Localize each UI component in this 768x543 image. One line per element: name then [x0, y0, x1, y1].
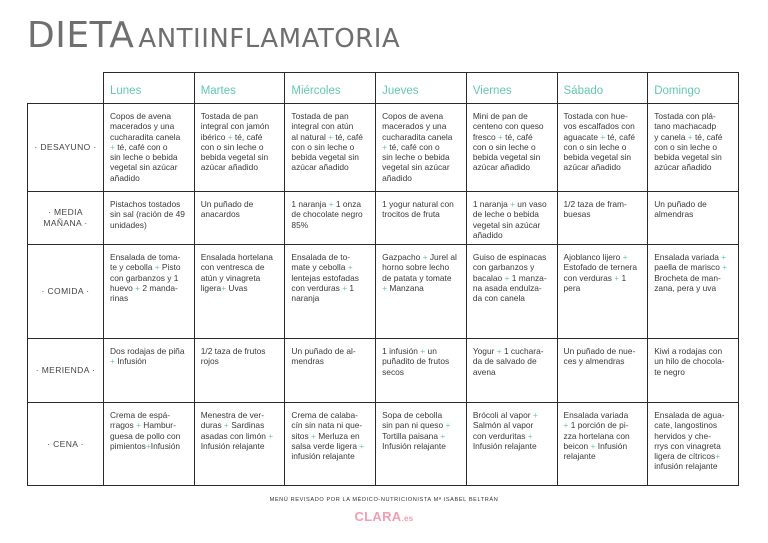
menu-line: Un puñado de	[200, 199, 254, 209]
menu-line: con garbanzos y	[472, 262, 535, 273]
menu-line: sin leche o bebida	[382, 152, 450, 162]
day-header: Viernes	[466, 73, 557, 104]
menu-line: almendras	[654, 209, 694, 220]
day-header: Jueves	[376, 73, 467, 104]
menu-line: integral con atún	[291, 121, 354, 132]
menu-cell	[194, 104, 285, 192]
menu-cell	[285, 192, 376, 245]
menu-line: azúcar añadido	[200, 162, 258, 173]
menu-line: Un puñado de	[654, 199, 707, 209]
plus-sign: +	[268, 430, 274, 441]
menu-line: Mini de pan de	[472, 111, 528, 121]
menu-line: con verduras + 1	[291, 282, 355, 293]
menu-line: salsa verde ligera +	[291, 440, 365, 451]
corner-cell	[28, 73, 104, 104]
menu-line: unidades)	[110, 219, 147, 230]
plus-sign: +	[614, 272, 620, 283]
footer-credit: MENÚ REVISADO POR LA MÉDICO-NUTRICIONISTA Mª ISABEL BELTRÁN	[269, 497, 499, 503]
menu-cell	[557, 403, 648, 486]
menu-line: lentejas estofadas	[291, 272, 359, 283]
plus-sign: +	[382, 141, 388, 152]
menu-line: anacardos	[200, 209, 240, 220]
menu-line: + Manzana	[382, 282, 424, 293]
title-sub: ANTIINFLAMATORIA	[138, 24, 401, 54]
menu-line: 1 naranja + un vaso	[472, 199, 547, 209]
page-title	[27, 15, 401, 56]
menu-line: vegetal sin azúcar	[382, 162, 450, 173]
meal-label	[28, 339, 104, 403]
menu-cell	[376, 104, 467, 192]
menu-line: añadido	[472, 229, 503, 240]
menu-line: infusión relajante	[654, 461, 718, 472]
menu-cell	[104, 245, 195, 339]
menu-line: Ensalada variada	[563, 410, 629, 420]
plus-sign: +	[154, 262, 160, 273]
menu-line: con o sin leche o	[291, 141, 355, 152]
meal-label-line: · COMIDA ·	[41, 286, 90, 297]
plus-sign: +	[440, 430, 446, 441]
menu-line: rojos	[200, 356, 219, 367]
menu-line: añadido	[382, 172, 412, 183]
menu-cell	[376, 339, 467, 403]
plus-sign: +	[721, 252, 727, 262]
plus-sign: +	[347, 262, 353, 273]
menu-cell	[285, 104, 376, 192]
menu-line: vos escalfados con	[563, 121, 635, 132]
plus-sign: +	[110, 356, 115, 367]
plus-sign: +	[722, 262, 728, 273]
menu-line: azúcar añadido	[472, 162, 531, 173]
menu-cell	[466, 245, 557, 339]
menu-cell	[104, 104, 195, 192]
meal-label-line: · DESAYUNO ·	[34, 142, 97, 153]
menu-line: te negro	[654, 366, 685, 377]
menu-line: macerados y una	[382, 121, 447, 132]
menu-line: con ventresca de	[200, 262, 265, 273]
menu-line: atún y vinagreta	[200, 272, 261, 283]
menu-line: sin pan ni queso +	[382, 420, 451, 431]
plus-sign: +	[145, 440, 151, 451]
menu-line: ces y almendras	[563, 356, 625, 367]
menu-line: te y cebolla + Pisto	[110, 262, 181, 273]
menu-line: Un puñado de al-	[291, 346, 356, 356]
menu-line: 1 yogur natural con	[382, 199, 454, 209]
menu-line: cate, langostinos	[654, 420, 718, 431]
plus-sign: +	[310, 430, 316, 441]
menu-line: de leche o bebida	[472, 209, 539, 220]
plus-sign: +	[687, 131, 693, 142]
plus-sign: +	[420, 346, 426, 356]
menu-cell	[194, 245, 285, 339]
menu-line: rinas	[110, 293, 129, 303]
plus-sign: +	[328, 199, 334, 209]
menu-line: hervidos y che-	[654, 430, 712, 441]
menu-cell	[285, 245, 376, 339]
menu-line: na asada endulza-	[472, 282, 542, 293]
menu-line: Crema de espá-	[110, 410, 171, 420]
meal-label-line: MAÑANA ·	[43, 218, 88, 228]
menu-line: Ajoblanco lijero +	[563, 252, 628, 262]
plus-sign: +	[342, 282, 348, 293]
menu-cell	[648, 339, 739, 403]
menu-line: Tostada de pan	[200, 111, 258, 121]
menu-line: con o sin leche o	[200, 141, 264, 152]
menu-cell	[194, 339, 285, 403]
menu-line: fresco + té, café	[472, 131, 533, 142]
plus-sign: +	[510, 199, 515, 209]
menu-cell	[557, 245, 648, 339]
plus-sign: +	[223, 420, 229, 431]
meal-label	[28, 245, 104, 339]
menu-cell	[376, 245, 467, 339]
menu-line: Menestra de ver-	[200, 410, 265, 420]
menu-line: rragos + Hambur-	[110, 420, 176, 431]
clara-logo	[0, 509, 768, 524]
menu-line: Infusión relajante	[472, 440, 537, 451]
menu-line: 1 infusión + un	[382, 346, 437, 356]
plus-sign: +	[227, 131, 233, 142]
menu-cell	[557, 192, 648, 245]
menu-line: guesa de pollo con	[110, 430, 181, 441]
menu-cell	[466, 339, 557, 403]
menu-line: añadido	[110, 172, 140, 183]
menu-line: Tostada con hue-	[563, 111, 628, 121]
logo-suffix: .es	[401, 514, 414, 523]
menu-line: Kiwi a rodajas con	[654, 346, 723, 356]
menu-line: ibérico + té, café	[200, 131, 263, 142]
menu-line: Copos de avena	[382, 111, 444, 121]
menu-cell	[648, 403, 739, 486]
menu-line: avena	[472, 366, 496, 377]
menu-cell	[104, 339, 195, 403]
meal-label-line: · MERIENDA ·	[35, 365, 96, 376]
menu-line: con verduras + 1	[563, 272, 627, 283]
menu-line: + té, café con o	[382, 141, 440, 152]
menu-line: Tostada de pan	[291, 111, 349, 121]
menu-cell	[285, 339, 376, 403]
plus-sign: +	[445, 420, 451, 431]
menu-line: relajante	[563, 451, 596, 461]
menu-line: Crema de calaba-	[291, 410, 358, 420]
menu-line: azúcar añadido	[654, 162, 712, 173]
menu-line: bebida vegetal sin	[563, 152, 632, 162]
menu-cell	[557, 104, 648, 192]
menu-cell	[466, 192, 557, 245]
meal-row	[28, 339, 739, 403]
menu-line: bebida vegetal sin	[654, 152, 722, 162]
menu-line: Tostada con plá-	[654, 111, 716, 121]
menu-line: Infusión relajante	[200, 440, 265, 451]
menu-line: Dos rodajas de piña	[110, 346, 185, 356]
menu-line: macerados y una	[110, 121, 175, 132]
menu-cell	[557, 339, 648, 403]
menu-line: con garbanzos y 1	[110, 272, 179, 283]
menu-line: un hilo de chocola-	[654, 356, 725, 367]
menu-line: Sopa de cebolla	[382, 410, 443, 420]
menu-line: cucharadita canela	[382, 131, 453, 142]
plus-sign: +	[328, 131, 334, 142]
menu-line: aguacate + té, café	[563, 131, 636, 142]
plus-sign: +	[110, 141, 115, 152]
menu-line: rrys con vinagreta	[654, 440, 721, 451]
meal-label-line: · MEDIA	[48, 207, 83, 218]
meal-row	[28, 104, 739, 192]
menu-line: zana, pera y uva	[654, 282, 717, 293]
menu-body	[28, 104, 739, 486]
menu-line: Yogur + 1 cuchara-	[472, 346, 544, 356]
menu-line: y canela + té, café	[654, 131, 723, 142]
plus-sign: +	[422, 252, 428, 262]
plus-sign: +	[622, 252, 628, 262]
menu-line: sin leche o bebida	[110, 152, 178, 162]
menu-cell	[466, 104, 557, 192]
menu-line: vegetal sin azúcar	[110, 162, 178, 173]
plus-sign: +	[590, 440, 596, 451]
menu-line: + Infusión	[110, 356, 147, 367]
menu-line: al natural + té, café	[291, 131, 363, 142]
menu-line: bebida vegetal sin	[472, 152, 541, 162]
menu-line: Ensalada variada +	[654, 252, 727, 262]
menu-line: buesas	[563, 209, 591, 220]
plus-sign: +	[527, 430, 533, 441]
plus-sign: +	[600, 131, 606, 142]
meal-label	[28, 192, 104, 245]
plus-sign: +	[532, 410, 538, 420]
menu-line: Estofado de ternera	[563, 262, 638, 273]
menu-line: con verduritas +	[472, 430, 533, 441]
menu-line: bebida vegetal sin	[291, 152, 359, 162]
menu-line: con o sin leche o	[654, 141, 718, 152]
day-header: Martes	[194, 73, 285, 104]
menu-cell	[194, 403, 285, 486]
menu-line: 1/2 taza de frutos	[200, 346, 266, 356]
menu-line: huevo + 2 manda-	[110, 282, 178, 293]
menu-line: vegetal sin azúcar	[472, 219, 541, 230]
day-header: Lunes	[104, 73, 195, 104]
menu-line: Brócoli al vapor +	[472, 410, 538, 420]
menu-line: sitos + Merluza en	[291, 430, 360, 441]
menu-line: Ensalada hortelana	[200, 252, 273, 262]
menu-line: da de salvado de	[472, 356, 537, 367]
plus-sign: +	[504, 272, 510, 283]
meal-label-line: · CENA ·	[47, 438, 84, 449]
menu-line: da con canela	[472, 293, 525, 303]
menu-line: de patata y tomate	[382, 272, 452, 283]
menu-line: Ensalada de toma-	[110, 252, 181, 262]
meal-label	[28, 403, 104, 486]
menu-line: pimientos+Infusión	[110, 440, 181, 451]
meal-row	[28, 192, 739, 245]
menu-line: sin sal (ración de 49	[110, 209, 185, 220]
menu-line: ligera+ Uvas	[200, 282, 248, 293]
menu-line: de chocolate negro	[291, 209, 363, 220]
menu-line: con o sin leche o	[472, 141, 536, 152]
menu-line: Gazpacho + Jurel al	[382, 252, 457, 262]
meal-row	[28, 245, 739, 339]
menu-line: cín sin nata ni que-	[291, 420, 363, 431]
menu-cell	[648, 104, 739, 192]
day-header: Domingo	[648, 73, 739, 104]
menu-cell	[104, 403, 195, 486]
plus-sign: +	[135, 282, 141, 293]
menu-line: 1/2 taza de fram-	[563, 199, 627, 209]
menu-cell	[466, 403, 557, 486]
menu-cell	[376, 403, 467, 486]
menu-line: secos	[382, 366, 404, 377]
meal-label	[28, 104, 104, 192]
menu-line: + 1 porción de pi-	[563, 420, 629, 431]
menu-cell	[285, 403, 376, 486]
title-main: DIETA	[27, 15, 135, 56]
weekly-menu-table	[27, 72, 739, 486]
plus-sign: +	[382, 282, 388, 293]
menu-cell	[104, 192, 195, 245]
menu-line: + té, café con o	[110, 141, 168, 152]
plus-sign: +	[497, 131, 503, 142]
meal-row	[28, 403, 739, 486]
menu-cell	[648, 192, 739, 245]
menu-line: centeno con queso	[472, 121, 544, 132]
menu-cell	[194, 192, 285, 245]
menu-line: Salmón al vapor	[472, 420, 534, 431]
menu-line: Guiso de espinacas	[472, 252, 547, 262]
menu-line: azúcar añadido	[563, 162, 621, 173]
menu-cell	[648, 245, 739, 339]
day-header: Sábado	[557, 73, 648, 104]
menu-line: bacalao + 1 manza-	[472, 272, 547, 283]
menu-line: beicon + Infusión	[563, 440, 628, 451]
menu-line: 1 naranja + 1 onza	[291, 199, 362, 209]
menu-line: horno sobre lecho	[382, 262, 450, 273]
menu-line: mendras	[291, 356, 324, 367]
menu-line: puñadito de frutos	[382, 356, 450, 367]
menu-line: Copos de avena	[110, 111, 171, 121]
menu-line: asadas con limón +	[200, 430, 274, 441]
menu-line: tano machacadp	[654, 121, 717, 132]
plus-sign: +	[221, 282, 227, 293]
menu-line: Pistachos tostados	[110, 199, 181, 209]
menu-line: bebida vegetal sin	[200, 152, 269, 162]
menu-line: naranja	[291, 293, 320, 303]
menu-line: Brocheta de man-	[654, 272, 721, 283]
menu-line: infusión relajante	[291, 451, 355, 461]
plus-sign: +	[496, 346, 502, 356]
plus-sign: +	[563, 420, 569, 431]
menu-line: Ensalada de agua-	[654, 410, 725, 420]
plus-sign: +	[136, 420, 141, 431]
days-header-row	[28, 73, 739, 104]
menu-line: Infusión relajante	[382, 440, 446, 451]
menu-line: cucharadita canela	[110, 131, 181, 142]
menu-line: mate y cebolla +	[291, 262, 353, 273]
menu-line: trocitos de fruta	[382, 209, 440, 220]
menu-line: paella de marisco +	[654, 262, 728, 273]
menu-line: con o sin leche o	[563, 141, 627, 152]
menu-line: 85%	[291, 219, 309, 230]
logo-text: CLARA	[354, 509, 402, 524]
menu-cell	[376, 192, 467, 245]
menu-line: duras + Sardinas	[200, 420, 265, 431]
day-header: Miércoles	[285, 73, 376, 104]
plus-sign: +	[715, 451, 721, 461]
menu-line: integral con jamón	[200, 121, 270, 132]
menu-line: Ensalada de to-	[291, 252, 351, 262]
menu-line: ligera de cítricos+	[654, 451, 721, 461]
menu-line: pera	[563, 282, 581, 293]
menu-line: azúcar añadido	[291, 162, 349, 173]
menu-line: Un puñado de nue-	[563, 346, 636, 356]
plus-sign: +	[359, 440, 365, 451]
menu-line: Tortilla paisana +	[382, 430, 446, 441]
menu-line: zza hortelana con	[563, 430, 630, 441]
